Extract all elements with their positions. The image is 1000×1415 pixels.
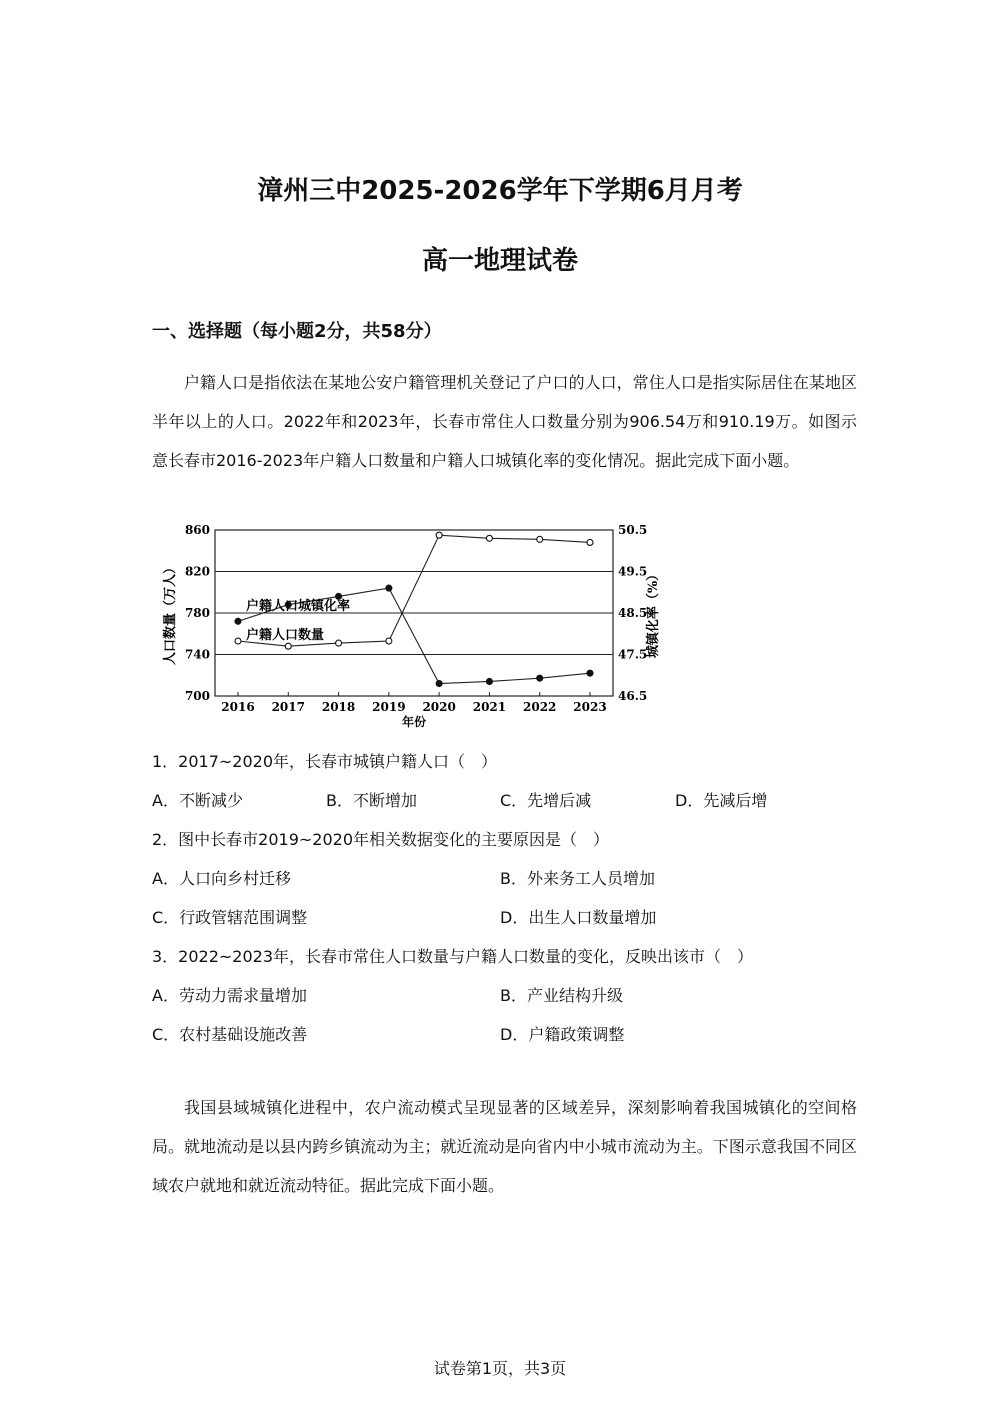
series-1-point <box>537 675 543 681</box>
x-tick-label: 2017 <box>271 700 305 714</box>
x-tick-label: 2023 <box>573 700 607 714</box>
series-label-population: 户籍人口数量 <box>246 628 325 643</box>
passage-1: 户籍人口是指依法在某地公安户籍管理机关登记了户口的人口，常住人口是指实际居住在某地区半年以上的人口。2022年和2023年，长春市常住人口数量分别为906.54万和910.19万。如图示意长春市2016-2023年户籍人口数量和户籍人口城镇化率的变化情况。据此完成下面小题。 <box>152 373 857 470</box>
x-tick-label: 2021 <box>472 700 507 714</box>
y-left-tick-label: 780 <box>184 606 210 620</box>
x-tick-label: 2020 <box>422 700 456 714</box>
q2-option-c[interactable]: C．行政管辖范围调整 <box>152 908 308 927</box>
q2-option-d[interactable]: D．出生人口数量增加 <box>500 908 657 927</box>
series-2-point <box>336 640 342 646</box>
q1-option-a[interactable]: A．不断减少 <box>152 791 243 810</box>
series-2-point <box>587 539 593 545</box>
q1-option-c[interactable]: C．先增后减 <box>500 791 592 810</box>
y-right-tick-label: 50.5 <box>618 523 648 537</box>
series-label-urbanization: 户籍人口城镇化率 <box>246 599 351 614</box>
question-1-stem: 1．2017~2020年，长春市城镇户籍人口（ ） <box>152 752 498 771</box>
q1-option-d[interactable]: D．先减后增 <box>675 791 768 810</box>
series-2-point <box>386 638 392 644</box>
x-tick-label: 2016 <box>221 700 255 714</box>
q3-option-a[interactable]: A．劳动力需求量增加 <box>152 986 307 1005</box>
q3-option-c[interactable]: C．农村基础设施改善 <box>152 1025 308 1044</box>
exam-subtitle: 高一地理试卷 <box>421 246 578 276</box>
y-right-axis-label: 城镇化率（%） <box>646 567 661 659</box>
page-footer: 试卷第1页，共3页 <box>433 1359 567 1378</box>
q1-option-b[interactable]: B．不断增加 <box>326 791 417 810</box>
y-left-tick-label: 700 <box>184 689 210 703</box>
question-2-stem: 2．图中长春市2019~2020年相关数据变化的主要原因是（ ） <box>152 830 610 849</box>
series-2-point <box>537 536 543 542</box>
y-right-tick-label: 48.5 <box>618 606 648 620</box>
section-heading: 一、选择题（每小题2分，共58分） <box>152 321 442 342</box>
y-left-tick-label: 820 <box>184 564 210 579</box>
y-right-tick-label: 47.5 <box>618 647 648 662</box>
q2-option-a[interactable]: A．人口向乡村迁移 <box>152 869 291 888</box>
x-tick-label: 2018 <box>321 700 356 714</box>
series-1-point <box>436 681 442 687</box>
series-1-point <box>486 678 492 684</box>
x-axis-label: 年份 <box>401 715 427 729</box>
series-1-point <box>386 585 392 591</box>
x-tick-label: 2022 <box>523 700 557 714</box>
q3-option-d[interactable]: D．户籍政策调整 <box>500 1025 625 1044</box>
q2-option-b[interactable]: B．外来务工人员增加 <box>500 869 655 888</box>
y-left-axis-label: 人口数量（万人） <box>163 560 178 666</box>
series-2-point <box>235 638 241 644</box>
y-right-tick-label: 49.5 <box>618 564 648 579</box>
y-right-tick-label: 46.5 <box>618 689 648 703</box>
series-2-point <box>285 643 291 649</box>
population-chart <box>160 518 670 733</box>
q3-option-b[interactable]: B．产业结构升级 <box>500 986 623 1005</box>
series-2-point <box>486 535 492 541</box>
series-2-point <box>436 532 442 538</box>
y-left-tick-label: 740 <box>184 647 210 662</box>
x-tick-label: 2019 <box>372 700 406 714</box>
passage-2: 我国县域城镇化进程中，农户流动模式呈现显著的区域差异，深刻影响着我国城镇化的空间格局。就地流动是以县内跨乡镇流动为主；就近流动是向省内中小城市流动为主。下图示意我国不同区域农户就地和就近流动特征。据此完成下面小题。 <box>152 1098 857 1195</box>
y-left-tick-label: 860 <box>184 523 210 537</box>
series-1-point <box>587 670 593 676</box>
question-3-stem: 3．2022~2023年，长春市常住人口数量与户籍人口数量的变化，反映出该市（ ） <box>152 947 754 966</box>
series-1-point <box>235 618 241 624</box>
exam-title: 漳州三中2025-2026学年下学期6月月考 <box>257 176 743 206</box>
